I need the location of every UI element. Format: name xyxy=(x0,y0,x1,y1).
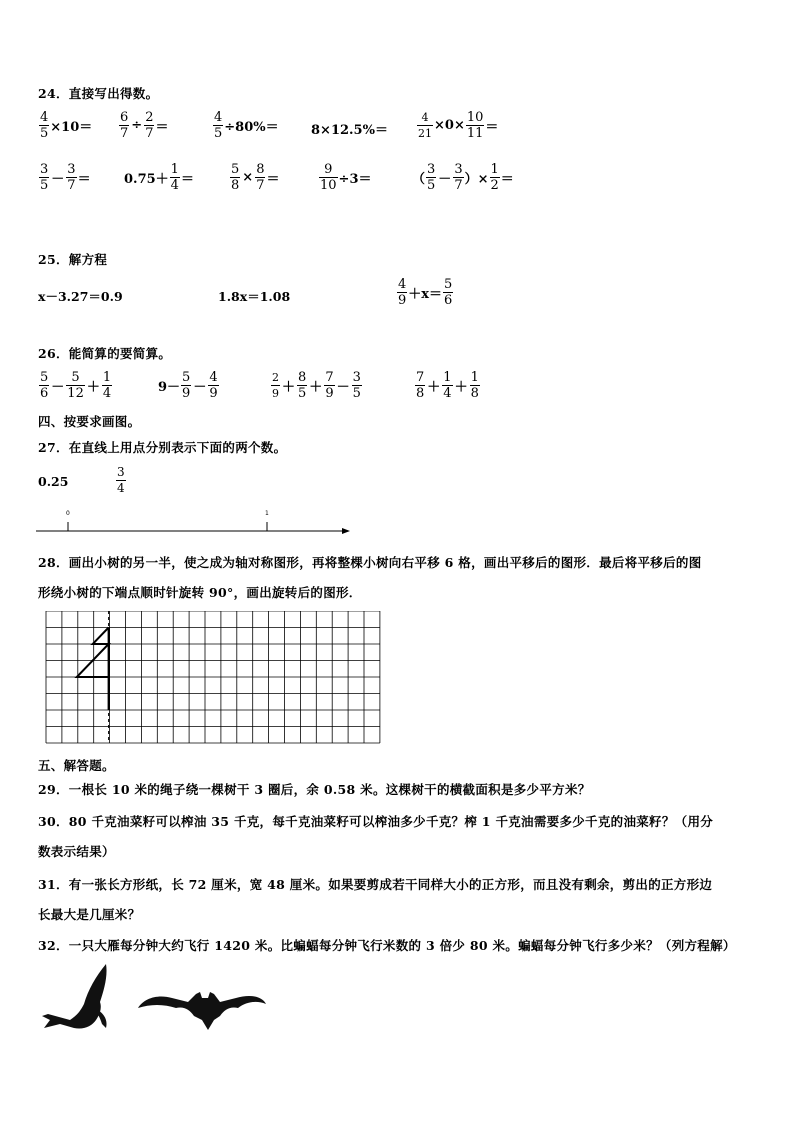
numerator: 5 xyxy=(182,370,191,385)
expr-prefix: 9－ xyxy=(158,380,181,395)
expr-tail: ÷80%＝ xyxy=(224,120,279,135)
drawing-grid[interactable] xyxy=(45,611,383,745)
bat-icon xyxy=(138,992,266,1030)
numerator: 3 xyxy=(352,370,361,385)
q24-title: 24．直接写出得数。 xyxy=(38,86,159,101)
expr-tail: ＝ xyxy=(155,120,169,135)
denominator: 9 xyxy=(182,386,191,401)
denominator: 7 xyxy=(256,178,265,193)
expr-tail: ＝ xyxy=(180,172,194,187)
denominator: 8 xyxy=(470,386,479,401)
q25-title: 25．解方程 xyxy=(38,252,108,267)
q30-line-1: 30．80 千克油菜籽可以榨油 35 千克，每千克油菜籽可以榨油多少千克？榨 1 千克油需要多少千克的油菜籽？（用分 xyxy=(38,814,714,829)
part4-title: 四、按要求画图。 xyxy=(38,414,141,429)
q24-expr-5 xyxy=(416,110,498,141)
denominator: 9 xyxy=(325,386,334,401)
denominator: 4 xyxy=(117,481,125,495)
animals-illustration xyxy=(40,958,270,1038)
denominator: 5 xyxy=(298,386,307,401)
denominator: 9 xyxy=(272,387,279,400)
left-paren: （ xyxy=(412,172,426,187)
numerator: 6 xyxy=(120,110,129,125)
expr-text: 8×12.5%＝ xyxy=(311,123,388,138)
q24-expr-2 xyxy=(118,110,168,141)
operator: － xyxy=(51,380,65,395)
operator: － xyxy=(51,172,65,187)
numerator: 10 xyxy=(466,110,484,125)
numerator: 1 xyxy=(490,162,499,177)
operator: － xyxy=(438,172,452,187)
tree-half xyxy=(77,628,109,678)
denominator: 5 xyxy=(214,126,223,141)
q27-value-1: 0.25 xyxy=(38,474,69,489)
q27-value-2 xyxy=(115,465,127,496)
q24-expr-3 xyxy=(212,110,279,141)
numerator: 2 xyxy=(272,371,279,384)
q25-equation-2: 1.8x＝1.08 xyxy=(218,289,291,304)
numerator: 8 xyxy=(298,370,307,385)
q24-expr-4 xyxy=(311,119,388,138)
q27-title: 27．在直线上用点分别表示下面的两个数。 xyxy=(38,440,287,455)
numerator: 1 xyxy=(170,162,179,177)
numerator: 1 xyxy=(443,370,452,385)
q24-expr-8 xyxy=(229,162,279,193)
expr-tail: ＝ xyxy=(77,172,91,187)
numerator: 4 xyxy=(421,111,429,124)
numerator: 2 xyxy=(145,110,154,125)
denominator: 7 xyxy=(454,178,463,193)
denominator: 6 xyxy=(40,386,49,401)
denominator: 5 xyxy=(427,178,436,193)
numerator: 1 xyxy=(102,370,112,385)
denominator: 5 xyxy=(352,386,361,401)
operator: ＋ xyxy=(309,380,323,395)
q26-expr-2 xyxy=(158,370,220,401)
part5-title: 五、解答题。 xyxy=(38,758,115,773)
numerator: 5 xyxy=(40,370,49,385)
q24-expr-7 xyxy=(124,162,194,193)
q26-expr-1 xyxy=(38,370,113,401)
denominator: 7 xyxy=(120,126,129,141)
numerator: 4 xyxy=(214,110,223,125)
q24-expr-10 xyxy=(412,162,514,193)
q32-line-1: 32．一只大雁每分钟大约飞行 1420 米。比蝙蝠每分钟飞行米数的 3 倍少 80 米。蝙蝠每分钟飞行多少米？（列方程解） xyxy=(38,938,736,953)
q30-line-2: 数表示结果） xyxy=(38,844,115,859)
expr-tail: ×10＝ xyxy=(50,120,93,135)
numerator: 3 xyxy=(117,465,125,479)
denominator: 9 xyxy=(209,386,218,401)
q24-expr-9 xyxy=(318,162,372,193)
numerator: 9 xyxy=(324,162,333,177)
operator: ＋ xyxy=(427,380,441,395)
q25-equation-3 xyxy=(396,277,454,308)
numerator: 7 xyxy=(416,370,425,385)
q31-line-2: 长最大是几厘米？ xyxy=(38,907,141,922)
q28-line-2: 形绕小树的下端点顺时针旋转 90°，画出旋转后的图形． xyxy=(38,585,362,600)
numerator: 5 xyxy=(71,370,80,385)
operator: － xyxy=(336,380,350,395)
denominator: 10 xyxy=(320,178,337,193)
denominator: 8 xyxy=(416,386,425,401)
operator: ＋x＝ xyxy=(408,287,443,302)
numerator: 7 xyxy=(325,370,334,385)
denominator: 4 xyxy=(102,386,112,401)
q26-title: 26．能简算的要简算。 xyxy=(38,346,172,361)
tick-label-1: 1 xyxy=(265,510,269,517)
denominator: 9 xyxy=(398,293,407,308)
denominator: 6 xyxy=(444,293,453,308)
denominator: 21 xyxy=(418,127,432,140)
right-paren: ）× xyxy=(464,172,489,187)
numerator: 4 xyxy=(209,370,218,385)
denominator: 5 xyxy=(40,126,49,141)
numerator: 1 xyxy=(470,370,479,385)
operator: － xyxy=(193,380,207,395)
operator: ＋ xyxy=(454,380,468,395)
operator: × xyxy=(242,170,254,185)
q24-expr-1 xyxy=(38,110,92,141)
numerator: 4 xyxy=(398,277,407,292)
expr-prefix: 0.75＋ xyxy=(124,172,169,187)
numerator: 3 xyxy=(454,162,463,177)
operator: ÷ xyxy=(131,118,143,133)
number-line-arrow xyxy=(342,528,350,534)
goose-icon xyxy=(42,964,107,1029)
expr-tail: ÷3＝ xyxy=(338,172,372,187)
numerator: 3 xyxy=(67,162,76,177)
number-line[interactable] xyxy=(36,505,352,539)
q26-expr-3 xyxy=(270,370,363,401)
numerator: 3 xyxy=(427,162,436,177)
denominator: 12 xyxy=(67,386,84,401)
q28-line-1: 28．画出小树的另一半，使之成为轴对称图形，再将整棵小树向右平移 6 格，画出平移后的图形．最后将平移后的图 xyxy=(38,555,702,570)
q24-expr-6 xyxy=(38,162,91,193)
q25-equation-1: x－3.27＝0.9 xyxy=(38,289,123,304)
expr-tail: ＝ xyxy=(266,172,280,187)
denominator: 5 xyxy=(40,178,49,193)
denominator: 7 xyxy=(67,178,76,193)
numerator: 8 xyxy=(256,162,265,177)
numerator: 5 xyxy=(231,162,240,177)
tick-label-0: 0 xyxy=(66,510,70,517)
q31-line-1: 31．有一张长方形纸，长 72 厘米，宽 48 厘米。如果要剪成若干同样大小的正方形，而且没有剩余，剪出的正方形边 xyxy=(38,877,713,892)
denominator: 8 xyxy=(231,178,240,193)
q29-line-1: 29．一根长 10 米的绳子绕一棵树干 3 圈后，余 0.58 米。这棵树干的横截面积是多少平方米？ xyxy=(38,782,591,797)
operator: ＋ xyxy=(86,380,100,395)
denominator: 4 xyxy=(443,386,452,401)
numerator: 3 xyxy=(40,162,49,177)
q26-expr-4 xyxy=(414,370,481,401)
denominator: 11 xyxy=(466,126,484,141)
numerator: 5 xyxy=(444,277,453,292)
expr-tail: ＝ xyxy=(500,172,514,187)
operator: ＋ xyxy=(282,380,296,395)
denominator: 7 xyxy=(145,126,154,141)
expr-tail: ＝ xyxy=(485,120,499,135)
denominator: 2 xyxy=(490,178,499,193)
numerator: 4 xyxy=(40,110,49,125)
operator: ×0× xyxy=(434,118,465,133)
denominator: 4 xyxy=(170,178,179,193)
